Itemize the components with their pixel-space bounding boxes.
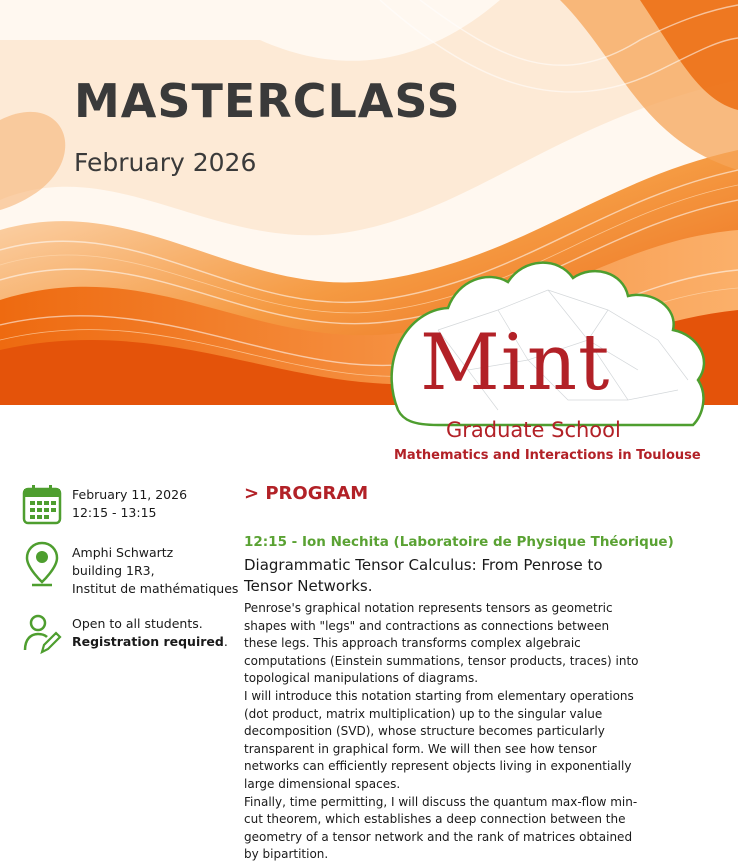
user-edit-icon — [22, 612, 62, 656]
abstract-paragraph-1: Penrose's graphical notation represents tensors as geometric shapes with "legs" and contractions as connections between these legs. This approach transforms complex algebraic computations (Einstein summations, tensor products, traces) into topological manipulations of diagrams. — [244, 601, 639, 686]
venue-institute: Institut de mathématiques — [72, 581, 239, 596]
page-subtitle: February 2026 — [74, 148, 257, 177]
page-title: MASTERCLASS — [74, 74, 461, 128]
program-heading: > PROGRAM — [244, 483, 369, 504]
event-time: 12:15 - 13:15 — [72, 505, 157, 520]
venue-building: building 1R3, — [72, 563, 155, 578]
venue-name: Amphi Schwartz — [72, 545, 174, 560]
registration-note: Registration required — [72, 634, 224, 649]
abstract-paragraph-2: I will introduce this notation starting from elementary operations (dot product, matrix multiplication) up to the singular value decomposition (SVD), whose structure becomes particularly transparent in graphical form. We will then see how tensor networks can efficiently represent objects living in exponentially large dimensional spaces. — [244, 688, 634, 791]
event-date: February 11, 2026 — [72, 487, 188, 502]
abstract-paragraph-3: Finally, time permitting, I will discuss the quantum max-flow min-cut theorem, which establishes a deep connection between the geometry of a tensor network and the rank of matrices obtained by bipartition. — [244, 794, 638, 862]
logo-tagline: Mathematics and Interactions in Toulouse — [394, 448, 701, 463]
talk-abstract — [244, 600, 644, 864]
registration-period: . — [223, 634, 228, 649]
calendar-icon — [22, 483, 62, 527]
audience-text: Open to all students. — [72, 616, 203, 631]
talk-title: Diagrammatic Tensor Calculus: From Penrose to Tensor Networks. — [244, 556, 603, 595]
location-pin-icon — [22, 540, 62, 588]
logo-subtitle: Graduate School — [446, 418, 621, 442]
mint-logo-word: Mint — [420, 318, 611, 408]
talk-time-speaker: 12:15 - Ion Nechita (Laboratoire de Physique Théorique) — [244, 534, 674, 550]
